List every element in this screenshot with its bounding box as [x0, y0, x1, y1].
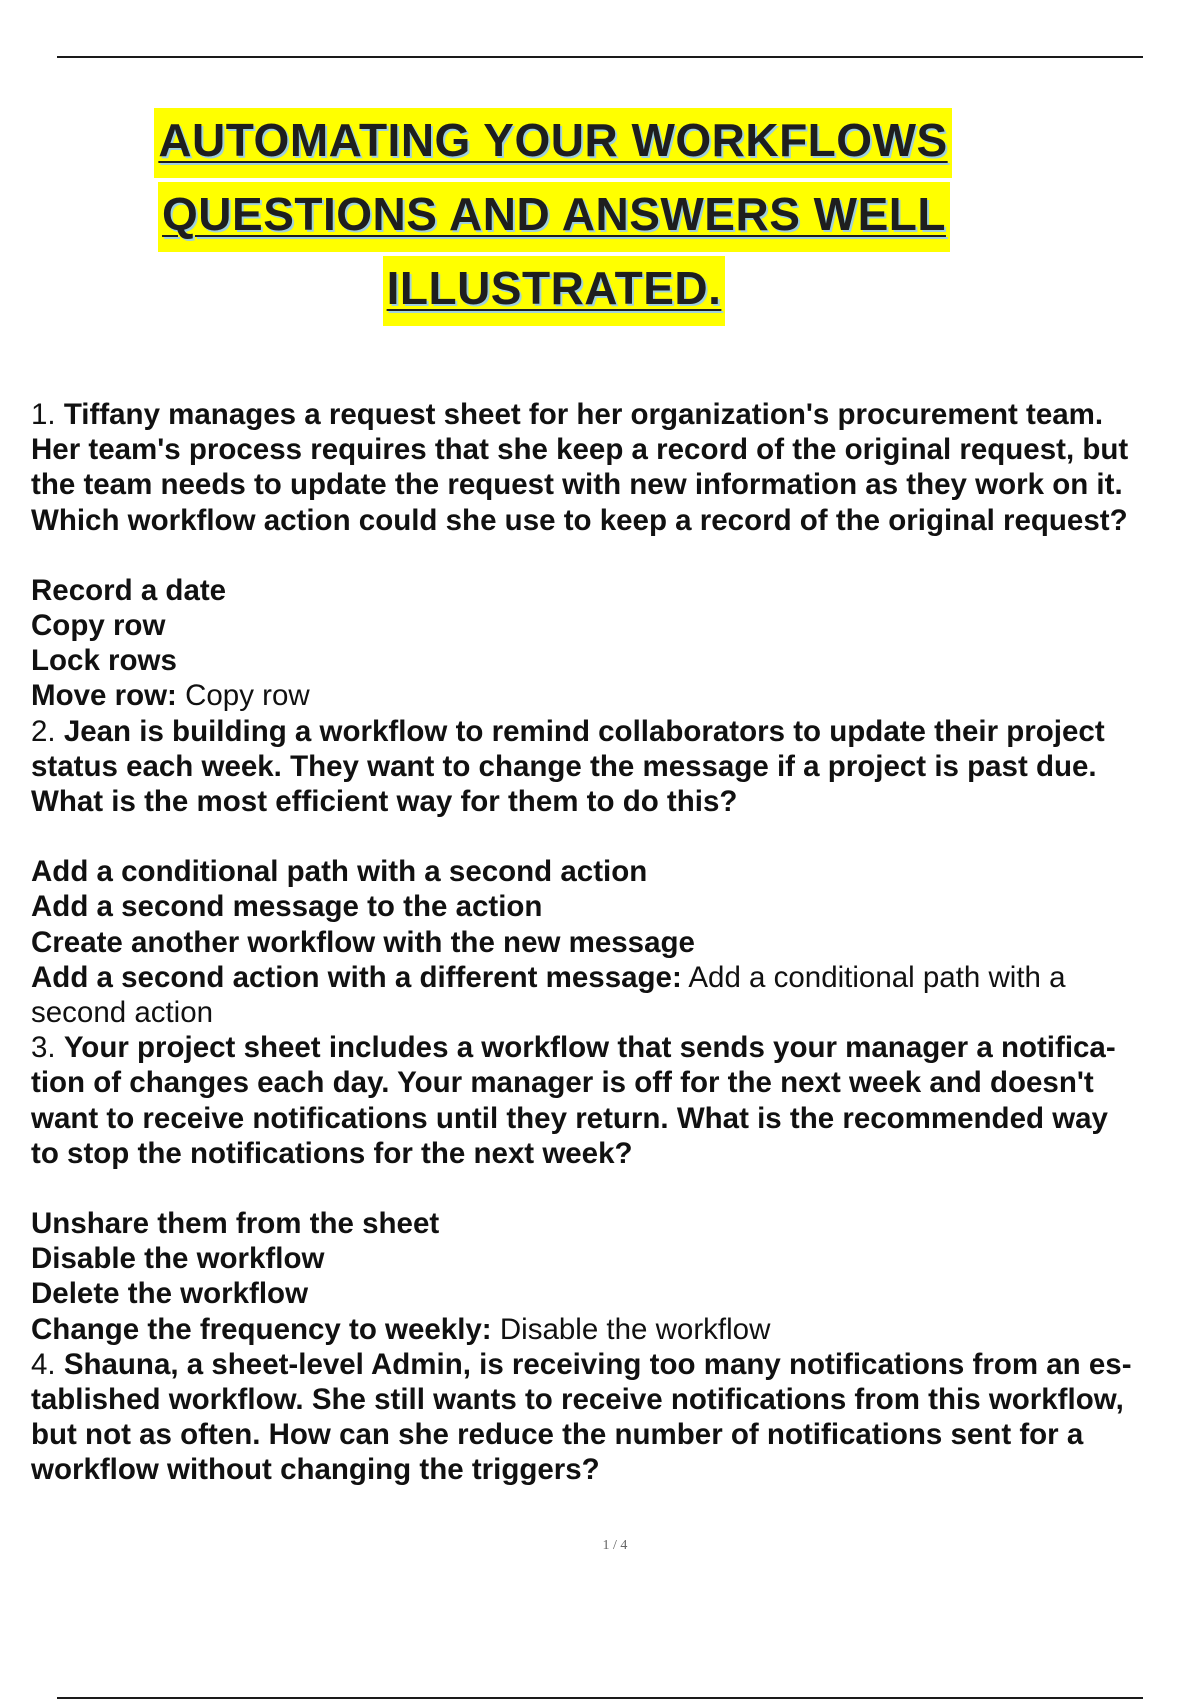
question-number: 1. — [31, 398, 56, 431]
answer-line — [31, 960, 1200, 995]
option: Disable the workflow — [31, 1242, 325, 1276]
option: Add a conditional path with a second action — [31, 855, 648, 889]
title-line-3: ILLUSTRATED. — [383, 256, 726, 326]
question-4-line: workflow without changing the triggers? — [31, 1453, 600, 1487]
option: Record a date — [31, 573, 227, 607]
answer-line — [31, 1312, 1200, 1347]
title-line-2: QUESTIONS AND ANSWERS WELL — [158, 182, 950, 252]
answer-text: Disable the workflow — [499, 1312, 771, 1346]
question-3-line: 3. Your project sheet includes a workflow that sends your manager a notifica- — [31, 1031, 1116, 1065]
question-2-line: status each week. They want to change the message if a project is past due. — [31, 749, 1097, 783]
answer-text: Copy row — [185, 679, 310, 713]
question-4-line: tablished workflow. She still wants to receive notifications from this workflow, — [31, 1383, 1124, 1417]
document-title — [0, 108, 1200, 330]
page-number: 1 / 4 — [602, 1538, 628, 1553]
top-rule — [57, 56, 1143, 58]
title-line-1: AUTOMATING YOUR WORKFLOWS — [154, 108, 951, 178]
question-4-line: but not as often. How can she reduce the number of notifications sent for a — [31, 1418, 1084, 1452]
question-1-line: 1. Tiffany manages a request sheet for her organization's procurement team. — [31, 398, 1104, 431]
question-1-line: Her team's process requires that she keep a record of the original request, but — [31, 433, 1129, 467]
answer-label: Move row: — [31, 679, 177, 713]
option: Delete the workflow — [31, 1277, 309, 1311]
answer-text-continued: second action — [31, 996, 214, 1030]
question-1-line: Which workflow action could she use to keep a record of the original request? — [31, 503, 1128, 537]
question-2-line: 2. Jean is building a workflow to remind collaborators to update their project — [31, 714, 1105, 748]
option: Create another workflow with the new message — [31, 925, 695, 959]
question-number: 3. — [31, 1031, 56, 1065]
option: Unshare them from the sheet — [31, 1207, 440, 1241]
answer-text: Add a conditional path with a — [688, 960, 1066, 994]
answer-label: Change the frequency to weekly: — [31, 1312, 492, 1346]
question-2-line: What is the most efficient way for them to do this? — [31, 785, 738, 819]
question-4-line: 4. Shauna, a sheet-level Admin, is receiving too many notifications from an es- — [31, 1347, 1132, 1381]
bottom-rule — [57, 1697, 1143, 1699]
question-3-line: want to receive notifications until they return. What is the recommended way — [31, 1101, 1108, 1135]
question-3-line: tion of changes each day. Your manager is off for the next week and doesn't — [31, 1066, 1094, 1100]
option: Lock rows — [31, 644, 177, 678]
question-3-line: to stop the notifications for the next week? — [31, 1136, 633, 1170]
question-number: 2. — [31, 714, 56, 748]
option: Add a second message to the action — [31, 890, 543, 924]
question-1-line: the team needs to update the request with new information as they work on it. — [31, 468, 1123, 502]
answer-label: Add a second action with a different message: — [31, 960, 682, 994]
option: Copy row — [31, 609, 166, 643]
answer-line — [31, 678, 1200, 713]
question-number: 4. — [31, 1347, 56, 1381]
qa-content — [31, 397, 1200, 1488]
